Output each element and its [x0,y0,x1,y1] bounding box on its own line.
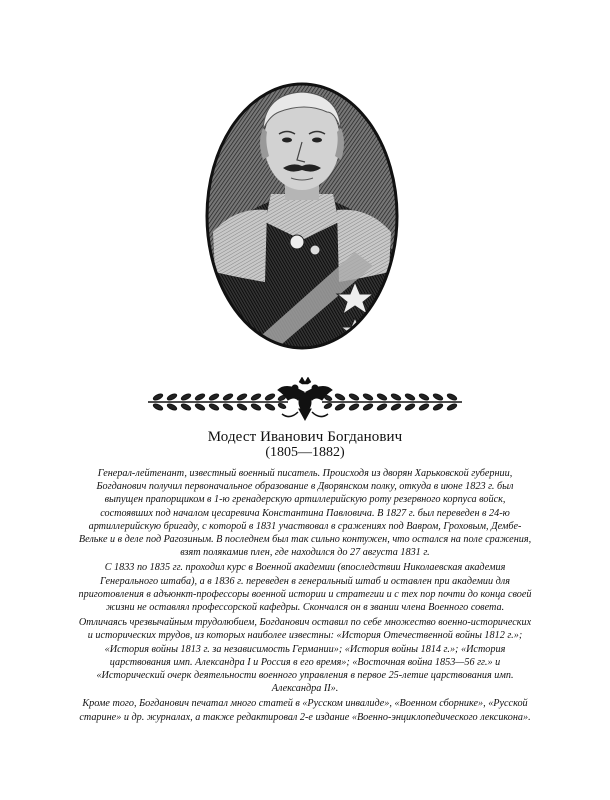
eagle-laurel-ornament [148,376,462,426]
portrait-illustration [205,82,399,350]
person-name: Модест Иванович Богданович [207,429,403,445]
biography [78,467,532,726]
bio-paragraph: Кроме того, Богданович печатал много статей в «Русском инвалиде», «Военном сборнике», «Русской старине» и др. журналах, а также редактировал 2-е издание «Военно-энциклопедического лексикона». [79,698,531,723]
bio-paragraph: Отличаясь чрезвычайным трудолюбием, Богданович оставил по себе множество военно-исторических и исторических трудов, из которых наиболее известны: «История Отечественной войны 1812 г.»; «История войны 1813 г. за независимость Германии»; «История войны 1814 г.»; «История царствования имп. Александра I и Россия в его время»; «Восточная война 1853—56 гг.» и «Исторический очерк деятельности военного управления в первое 25-летие царствования имп. Александра II». [78,617,532,695]
life-dates: (1805—1882) [265,445,345,460]
bio-paragraph: С 1833 по 1835 гг. проходил курс в Военной академии (впоследствии Николаевская академия Генерального штаба), а в 1836 г. переведен в генеральный штаб и оставлен при академии для приготовления в адъюнкт-профессоры военной истории и стратегии и с тех пор почти до конца своей жизни не оставлял профессорской кафедры. Скончался он в звании члена Военного совета. [78,562,532,614]
bio-paragraph: Генерал-лейтенант, известный военный писатель. Происходя из дворян Харьковской губернии, Богданович получил первоначальное образование в Дворянском полку, откуда в июне 1823 г. был выпущен прапорщиком в 1-ю гренадерскую артиллерийскую роту резервного корпуса войск, состоявших под началом цесаревича Константина Павловича. В 1827 г. был переведен в 24-ю артиллерийскую бригаду, с которой в 1831 участвовал в сражениях под Вавром, Гроховым, Дембе-Вельке и в деле под Рагозиным. В последнем был так сильно контужен, что остался на поле сражения, взят полякамив плен, где находился до 27 августа 1831 г. [78,468,532,559]
